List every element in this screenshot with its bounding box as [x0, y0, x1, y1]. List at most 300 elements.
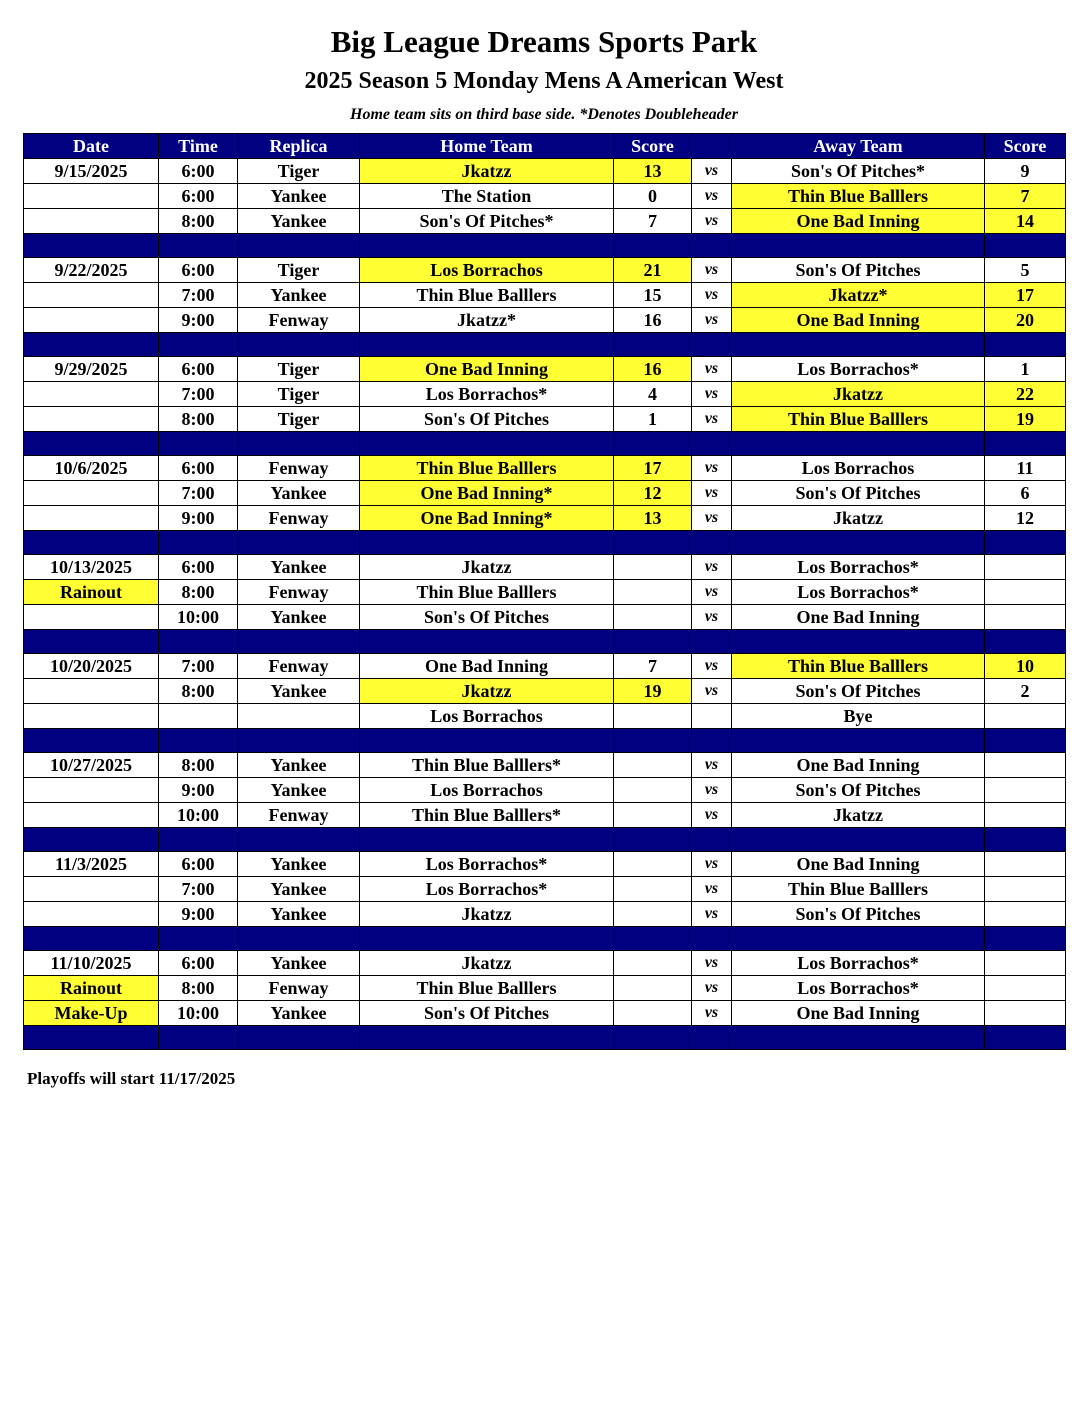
away-score-cell: 2 [985, 679, 1066, 704]
time-cell: 6:00 [159, 456, 238, 481]
table-row [24, 654, 1066, 679]
table-row [24, 209, 1066, 234]
table-row [24, 976, 1066, 1001]
table-row [24, 308, 1066, 333]
date-cell [24, 481, 159, 506]
table-row [24, 778, 1066, 803]
time-cell: 9:00 [159, 506, 238, 531]
separator-cell [692, 828, 732, 852]
away-team-cell: Jkatzz* [732, 283, 985, 308]
away-score-cell [985, 803, 1066, 828]
week-separator-row [24, 333, 1066, 357]
date-cell [24, 184, 159, 209]
date-note-cell: Rainout [24, 976, 159, 1001]
time-cell: 8:00 [159, 209, 238, 234]
separator-cell [360, 927, 614, 951]
home-score-cell: 17 [614, 456, 692, 481]
vs-cell: vs [692, 605, 732, 630]
vs-cell: vs [692, 951, 732, 976]
date-cell: 10/13/2025 [24, 555, 159, 580]
replica-cell: Yankee [238, 481, 360, 506]
away-team-cell: Thin Blue Balllers [732, 184, 985, 209]
table-row [24, 159, 1066, 184]
col-header-vs [692, 134, 732, 159]
vs-cell: vs [692, 481, 732, 506]
separator-cell [360, 234, 614, 258]
vs-cell: vs [692, 209, 732, 234]
separator-cell [238, 828, 360, 852]
table-row [24, 679, 1066, 704]
separator-cell [238, 234, 360, 258]
home-score-cell [614, 877, 692, 902]
vs-cell: vs [692, 258, 732, 283]
table-row [24, 456, 1066, 481]
separator-cell [732, 1026, 985, 1050]
away-team-cell: Los Borrachos* [732, 951, 985, 976]
date-cell [24, 803, 159, 828]
vs-cell [692, 704, 732, 729]
separator-cell [732, 927, 985, 951]
vs-cell: vs [692, 1001, 732, 1026]
vs-cell: vs [692, 407, 732, 432]
away-score-cell: 12 [985, 506, 1066, 531]
away-team-cell: Los Borrachos [732, 456, 985, 481]
home-team-cell: Los Borrachos* [360, 852, 614, 877]
vs-cell: vs [692, 679, 732, 704]
separator-cell [614, 927, 692, 951]
table-row [24, 407, 1066, 432]
date-cell: 9/15/2025 [24, 159, 159, 184]
week-separator-row [24, 234, 1066, 258]
replica-cell: Fenway [238, 456, 360, 481]
away-score-cell [985, 852, 1066, 877]
home-team-cell: Los Borrachos* [360, 877, 614, 902]
col-header-away-score: Score [985, 134, 1066, 159]
date-cell: 10/20/2025 [24, 654, 159, 679]
week-separator-row [24, 1026, 1066, 1050]
date-cell [24, 407, 159, 432]
home-team-cell: Los Borrachos [360, 258, 614, 283]
home-score-cell [614, 753, 692, 778]
separator-cell [732, 432, 985, 456]
home-team-cell: Jkatzz [360, 902, 614, 927]
away-score-cell [985, 976, 1066, 1001]
separator-cell [360, 432, 614, 456]
time-cell: 7:00 [159, 654, 238, 679]
date-cell [24, 209, 159, 234]
time-cell: 8:00 [159, 679, 238, 704]
away-score-cell: 1 [985, 357, 1066, 382]
away-score-cell [985, 555, 1066, 580]
separator-cell [360, 1026, 614, 1050]
vs-cell: vs [692, 357, 732, 382]
home-team-cell: Thin Blue Balllers [360, 976, 614, 1001]
separator-cell [985, 927, 1066, 951]
separator-cell [614, 432, 692, 456]
col-header-replica: Replica [238, 134, 360, 159]
separator-cell [24, 1026, 159, 1050]
replica-cell: Yankee [238, 184, 360, 209]
date-cell: 11/3/2025 [24, 852, 159, 877]
separator-cell [614, 729, 692, 753]
separator-cell [159, 630, 238, 654]
separator-cell [24, 234, 159, 258]
week-separator-row [24, 828, 1066, 852]
away-score-cell: 5 [985, 258, 1066, 283]
away-score-cell: 22 [985, 382, 1066, 407]
time-cell: 8:00 [159, 407, 238, 432]
table-row [24, 877, 1066, 902]
separator-cell [732, 333, 985, 357]
away-score-cell [985, 1001, 1066, 1026]
home-team-cell: Jkatzz [360, 555, 614, 580]
away-team-cell: Jkatzz [732, 803, 985, 828]
separator-cell [24, 729, 159, 753]
table-row [24, 753, 1066, 778]
table-row [24, 258, 1066, 283]
away-score-cell [985, 902, 1066, 927]
home-score-cell: 7 [614, 654, 692, 679]
replica-cell: Yankee [238, 209, 360, 234]
replica-cell: Yankee [238, 679, 360, 704]
table-row [24, 951, 1066, 976]
away-team-cell: Jkatzz [732, 506, 985, 531]
replica-cell: Tiger [238, 159, 360, 184]
away-score-cell [985, 605, 1066, 630]
time-cell: 6:00 [159, 555, 238, 580]
separator-cell [360, 333, 614, 357]
home-team-cell: Son's Of Pitches [360, 605, 614, 630]
table-row [24, 803, 1066, 828]
table-row [24, 852, 1066, 877]
separator-cell [159, 531, 238, 555]
home-score-cell [614, 605, 692, 630]
vs-cell: vs [692, 184, 732, 209]
home-score-cell: 0 [614, 184, 692, 209]
time-cell [159, 704, 238, 729]
separator-cell [614, 828, 692, 852]
vs-cell: vs [692, 506, 732, 531]
separator-cell [159, 1026, 238, 1050]
separator-cell [238, 531, 360, 555]
col-header-date: Date [24, 134, 159, 159]
away-score-cell: 9 [985, 159, 1066, 184]
date-cell: 9/22/2025 [24, 258, 159, 283]
week-separator-row [24, 927, 1066, 951]
separator-cell [24, 432, 159, 456]
vs-cell: vs [692, 877, 732, 902]
away-team-cell: Bye [732, 704, 985, 729]
home-score-cell: 13 [614, 159, 692, 184]
home-score-cell [614, 704, 692, 729]
home-team-cell: Thin Blue Balllers [360, 456, 614, 481]
separator-cell [159, 729, 238, 753]
vs-cell: vs [692, 902, 732, 927]
schedule-body [24, 159, 1066, 1050]
home-team-cell: Son's Of Pitches [360, 1001, 614, 1026]
separator-cell [614, 630, 692, 654]
separator-cell [985, 630, 1066, 654]
week-separator-row [24, 630, 1066, 654]
home-team-cell: One Bad Inning* [360, 506, 614, 531]
date-cell [24, 778, 159, 803]
home-score-cell: 12 [614, 481, 692, 506]
time-cell: 10:00 [159, 605, 238, 630]
date-cell: 10/27/2025 [24, 753, 159, 778]
separator-cell [614, 234, 692, 258]
home-team-cell: Son's Of Pitches* [360, 209, 614, 234]
date-cell: 9/29/2025 [24, 357, 159, 382]
table-row [24, 382, 1066, 407]
col-header-home-score: Score [614, 134, 692, 159]
away-team-cell: Son's Of Pitches [732, 258, 985, 283]
header-row [24, 134, 1066, 159]
home-score-cell [614, 902, 692, 927]
time-cell: 9:00 [159, 778, 238, 803]
home-score-cell [614, 1001, 692, 1026]
separator-cell [614, 333, 692, 357]
home-team-cell: The Station [360, 184, 614, 209]
away-score-cell: 10 [985, 654, 1066, 679]
separator-cell [24, 927, 159, 951]
vs-cell: vs [692, 803, 732, 828]
time-cell: 7:00 [159, 877, 238, 902]
table-row [24, 902, 1066, 927]
home-score-cell: 7 [614, 209, 692, 234]
home-team-cell: Jkatzz* [360, 308, 614, 333]
away-team-cell: Son's Of Pitches* [732, 159, 985, 184]
separator-cell [732, 828, 985, 852]
replica-cell: Fenway [238, 580, 360, 605]
home-score-cell: 21 [614, 258, 692, 283]
home-team-cell: Thin Blue Balllers [360, 580, 614, 605]
separator-cell [985, 1026, 1066, 1050]
away-score-cell: 7 [985, 184, 1066, 209]
home-score-cell: 15 [614, 283, 692, 308]
replica-cell: Fenway [238, 506, 360, 531]
replica-cell: Tiger [238, 407, 360, 432]
home-team-cell: Jkatzz [360, 679, 614, 704]
away-score-cell: 11 [985, 456, 1066, 481]
vs-cell: vs [692, 308, 732, 333]
col-header-away-team: Away Team [732, 134, 985, 159]
away-team-cell: Los Borrachos* [732, 580, 985, 605]
home-team-cell: One Bad Inning* [360, 481, 614, 506]
separator-cell [985, 729, 1066, 753]
separator-cell [985, 531, 1066, 555]
col-header-time: Time [159, 134, 238, 159]
time-cell: 8:00 [159, 580, 238, 605]
separator-cell [360, 828, 614, 852]
away-score-cell [985, 753, 1066, 778]
replica-cell: Yankee [238, 951, 360, 976]
date-cell [24, 704, 159, 729]
page-note: Home team sits on third base side. *Denotes Doubleheader [350, 106, 738, 123]
away-score-cell [985, 580, 1066, 605]
replica-cell: Tiger [238, 258, 360, 283]
away-team-cell: Son's Of Pitches [732, 481, 985, 506]
date-cell [24, 902, 159, 927]
away-team-cell: Thin Blue Balllers [732, 407, 985, 432]
home-team-cell: Los Borrachos* [360, 382, 614, 407]
date-cell [24, 283, 159, 308]
replica-cell [238, 704, 360, 729]
date-cell [24, 605, 159, 630]
separator-cell [692, 729, 732, 753]
separator-cell [692, 1026, 732, 1050]
vs-cell: vs [692, 159, 732, 184]
away-score-cell [985, 877, 1066, 902]
home-score-cell: 19 [614, 679, 692, 704]
away-score-cell [985, 951, 1066, 976]
time-cell: 6:00 [159, 951, 238, 976]
separator-cell [732, 630, 985, 654]
date-cell [24, 679, 159, 704]
date-cell [24, 308, 159, 333]
home-score-cell [614, 580, 692, 605]
away-score-cell: 14 [985, 209, 1066, 234]
table-row [24, 704, 1066, 729]
separator-cell [238, 630, 360, 654]
away-team-cell: Los Borrachos* [732, 976, 985, 1001]
separator-cell [24, 630, 159, 654]
separator-cell [692, 630, 732, 654]
separator-cell [692, 432, 732, 456]
home-team-cell: Thin Blue Balllers* [360, 803, 614, 828]
page-title: Big League Dreams Sports Park [330, 24, 758, 59]
away-team-cell: Jkatzz [732, 382, 985, 407]
replica-cell: Yankee [238, 877, 360, 902]
replica-cell: Yankee [238, 778, 360, 803]
vs-cell: vs [692, 555, 732, 580]
separator-cell [985, 432, 1066, 456]
separator-cell [985, 234, 1066, 258]
home-team-cell: One Bad Inning [360, 357, 614, 382]
replica-cell: Yankee [238, 902, 360, 927]
vs-cell: vs [692, 852, 732, 877]
separator-cell [159, 234, 238, 258]
separator-cell [692, 333, 732, 357]
time-cell: 7:00 [159, 283, 238, 308]
separator-cell [692, 531, 732, 555]
vs-cell: vs [692, 456, 732, 481]
date-cell: 10/6/2025 [24, 456, 159, 481]
replica-cell: Yankee [238, 852, 360, 877]
time-cell: 6:00 [159, 852, 238, 877]
away-team-cell: Son's Of Pitches [732, 778, 985, 803]
replica-cell: Yankee [238, 1001, 360, 1026]
home-team-cell: Jkatzz [360, 951, 614, 976]
date-note-cell: Make-Up [24, 1001, 159, 1026]
home-score-cell [614, 852, 692, 877]
date-cell [24, 877, 159, 902]
table-row [24, 506, 1066, 531]
home-team-cell: Son's Of Pitches [360, 407, 614, 432]
table-row [24, 283, 1066, 308]
separator-cell [732, 729, 985, 753]
table-row [24, 605, 1066, 630]
week-separator-row [24, 531, 1066, 555]
home-score-cell [614, 951, 692, 976]
separator-cell [614, 1026, 692, 1050]
col-header-home-team: Home Team [360, 134, 614, 159]
away-team-cell: Thin Blue Balllers [732, 877, 985, 902]
away-team-cell: One Bad Inning [732, 1001, 985, 1026]
home-team-cell: Thin Blue Balllers* [360, 753, 614, 778]
separator-cell [159, 333, 238, 357]
replica-cell: Yankee [238, 753, 360, 778]
replica-cell: Tiger [238, 382, 360, 407]
separator-cell [360, 630, 614, 654]
time-cell: 6:00 [159, 258, 238, 283]
table-row [24, 357, 1066, 382]
home-score-cell: 4 [614, 382, 692, 407]
separator-cell [238, 333, 360, 357]
time-cell: 6:00 [159, 159, 238, 184]
separator-cell [360, 729, 614, 753]
table-row [24, 555, 1066, 580]
vs-cell: vs [692, 580, 732, 605]
separator-cell [238, 432, 360, 456]
replica-cell: Fenway [238, 976, 360, 1001]
vs-cell: vs [692, 753, 732, 778]
home-team-cell: One Bad Inning [360, 654, 614, 679]
week-separator-row [24, 432, 1066, 456]
home-score-cell: 13 [614, 506, 692, 531]
time-cell: 6:00 [159, 184, 238, 209]
date-cell [24, 382, 159, 407]
separator-cell [24, 828, 159, 852]
away-team-cell: One Bad Inning [732, 852, 985, 877]
away-team-cell: Los Borrachos* [732, 555, 985, 580]
time-cell: 9:00 [159, 902, 238, 927]
separator-cell [24, 333, 159, 357]
separator-cell [238, 927, 360, 951]
time-cell: 8:00 [159, 976, 238, 1001]
separator-cell [732, 531, 985, 555]
separator-cell [614, 531, 692, 555]
separator-cell [159, 432, 238, 456]
home-score-cell: 16 [614, 308, 692, 333]
time-cell: 10:00 [159, 803, 238, 828]
away-team-cell: Los Borrachos* [732, 357, 985, 382]
away-score-cell: 20 [985, 308, 1066, 333]
time-cell: 6:00 [159, 357, 238, 382]
away-team-cell: Thin Blue Balllers [732, 654, 985, 679]
separator-cell [24, 531, 159, 555]
separator-cell [692, 927, 732, 951]
separator-cell [238, 729, 360, 753]
time-cell: 8:00 [159, 753, 238, 778]
separator-cell [159, 828, 238, 852]
replica-cell: Yankee [238, 605, 360, 630]
away-team-cell: One Bad Inning [732, 753, 985, 778]
time-cell: 7:00 [159, 382, 238, 407]
date-cell: 11/10/2025 [24, 951, 159, 976]
replica-cell: Fenway [238, 803, 360, 828]
time-cell: 10:00 [159, 1001, 238, 1026]
replica-cell: Yankee [238, 283, 360, 308]
vs-cell: vs [692, 778, 732, 803]
replica-cell: Fenway [238, 654, 360, 679]
schedule-table [23, 133, 1066, 1050]
home-score-cell [614, 803, 692, 828]
time-cell: 9:00 [159, 308, 238, 333]
replica-cell: Yankee [238, 555, 360, 580]
home-team-cell: Los Borrachos [360, 704, 614, 729]
replica-cell: Fenway [238, 308, 360, 333]
playoffs-note: Playoffs will start 11/17/2025 [27, 1069, 236, 1088]
